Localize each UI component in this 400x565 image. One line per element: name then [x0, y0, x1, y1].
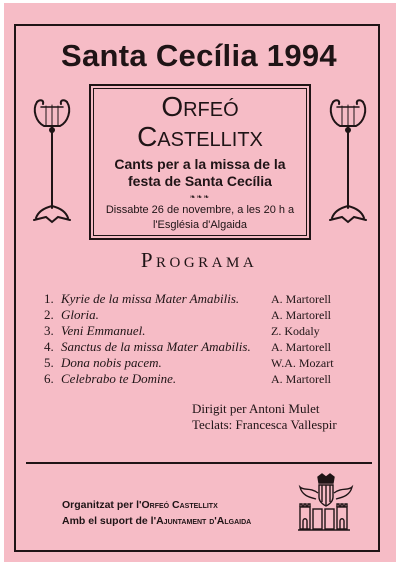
organizers	[62, 497, 251, 529]
keyboards-credit: Teclats: Francesca Vallespir	[192, 417, 337, 432]
program-item-number: 5.	[44, 355, 54, 370]
program-item-piece: Celebrabo te Domine.	[61, 371, 177, 386]
event-subtitle-line2: festa de Santa Cecília	[128, 173, 272, 189]
program-item	[44, 307, 364, 323]
credits	[192, 401, 337, 433]
program-item-piece: Sanctus de la missa Mater Amabilis.	[61, 339, 251, 354]
lyre-icon	[30, 96, 74, 226]
coat-of-arms-icon	[296, 473, 356, 535]
program-item	[44, 323, 364, 339]
program-item-number: 1.	[44, 291, 54, 306]
program-item-composer: A. Martorell	[271, 340, 331, 354]
program-item-number: 4.	[44, 339, 54, 354]
program-item-piece: Kyrie de la missa Mater Amabilis.	[61, 291, 240, 306]
program-heading	[16, 248, 382, 273]
program-item-composer: W.A. Mozart	[271, 356, 334, 370]
program-item-composer: A. Martorell	[271, 308, 331, 322]
organized-by-line	[62, 497, 251, 513]
program-list	[44, 291, 364, 387]
support-prefix: Amb el suport de l'	[62, 515, 157, 527]
program-item	[44, 355, 364, 371]
ornament-divider: ❧❧❧	[189, 193, 211, 201]
program-item-piece: Dona nobis pacem.	[61, 355, 162, 370]
program-item	[44, 339, 364, 355]
organized-by-name: Orfeó Castellitx	[141, 499, 218, 511]
event-venue-line: l'Església d'Algaida	[152, 219, 248, 231]
program-item	[44, 371, 364, 387]
program-item-composer: A. Martorell	[271, 372, 331, 386]
director-credit: Dirigit per Antoni Mulet	[192, 401, 320, 416]
program-item-composer: A. Martorell	[271, 292, 331, 306]
poster-title: Santa Cecília 1994	[61, 38, 337, 73]
choir-name-line2: Castellitx	[137, 121, 263, 152]
poster-frame	[14, 24, 380, 552]
program-heading-text: Programa	[140, 248, 258, 272]
program-item-piece: Gloria.	[61, 307, 99, 322]
event-subtitle	[91, 156, 309, 190]
organized-by-prefix: Organitzat per l'	[62, 499, 142, 511]
event-subtitle-line1: Cants per a la missa de la	[114, 156, 286, 172]
program-item-number: 3.	[44, 323, 54, 338]
support-name: Ajuntament d'Algaida	[156, 515, 252, 527]
poster-sheet	[4, 3, 396, 562]
announcement-box	[89, 84, 311, 240]
lyre-icon	[326, 96, 370, 226]
divider-rule	[26, 462, 372, 464]
program-item-composer: Z. Kodaly	[271, 324, 320, 338]
program-item	[44, 291, 364, 307]
program-item-number: 2.	[44, 307, 54, 322]
event-date-line1: Dissabte 26 de novembre, a les 20 h a	[105, 204, 295, 216]
event-date	[91, 203, 309, 233]
choir-name-line1: Orfeó	[161, 91, 239, 122]
program-item-number: 6.	[44, 371, 54, 386]
support-line	[62, 513, 251, 529]
program-item-piece: Veni Emmanuel.	[61, 323, 146, 338]
